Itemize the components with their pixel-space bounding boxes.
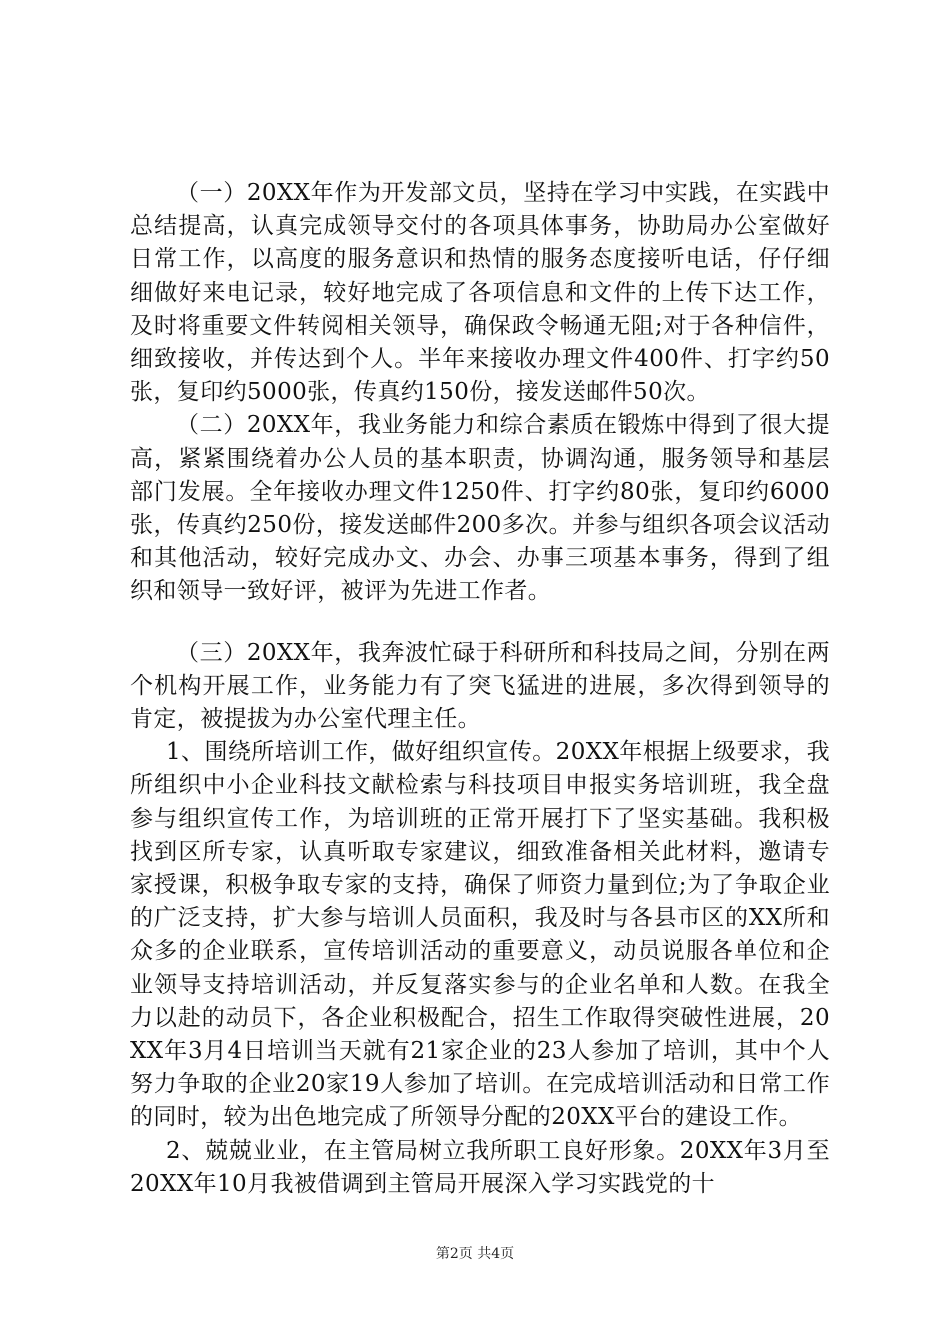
document-body (130, 177, 830, 1201)
paragraph-5: 2、兢兢业业，在主管局树立我所职工良好形象。20XX年3月至20XX年10月我被借调到主管局开展深入学习实践党的十 (130, 1137, 830, 1197)
paragraph-3: （三）20XX年，我奔波忙碌于科研所和科技局之间，分别在两个机构开展工作，业务能力有了突飞猛进的进展，多次得到领导的肯定，被提拔为办公室代理主任。 (130, 639, 830, 733)
page-footer: 第2页 共4页 (435, 1246, 515, 1262)
paragraph-4: 1、围绕所培训工作，做好组织宣传。20XX年根据上级要求，我所组织中小企业科技文献检索与科技项目申报实务培训班，我全盘参与组织宣传工作，为培训班的正常开展打下了坚实基础。我积极找到区所专家，认真听取专家建议，细致准备相关此材料，邀请专家授课，积极争取专家的支持，确保了师资力量到位;为了争取企业的广泛支持，扩大参与培训人员面积，我及时与各县市区的XX所和众多的企业联系，宣传培训活动的重要意义，动员说服各单位和企业领导支持培训活动，并反复落实参与的企业名单和人数。在我全力以赴的动员下，各企业积极配合，招生工作取得突破性进展，20XX年3月4日培训当天就有21家企业的23人参加了培训，其中个人努力争取的企业20家19人参加了培训。在完成培训活动和日常工作的同时，较为出色地完成了所领导分配的20XX平台的建设工作。 (130, 739, 830, 1131)
paragraph-1: （一）20XX年作为开发部文员，坚持在学习中实践，在实践中总结提高，认真完成领导交付的各项具体事务，协助局办公室做好日常工作，以高度的服务意识和热情的服务态度接听电话，仔仔细细做好来电记录，较好地完成了各项信息和文件的上传下达工作，及时将重要文件转阅相关领导，确保政令畅通无阻;对于各种信件，细致接收，并传达到个人。半年来接收办理文件400件、打字约50张，复印约5000张，传真约150份，接发送邮件50次。 (130, 180, 830, 406)
paragraph-2: （二）20XX年，我业务能力和综合素质在锻炼中得到了很大提高，紧紧围绕着办公人员的基本职责，协调沟通，服务领导和基层部门发展。全年接收办理文件1250件、打字约80张，复印约6000张，传真约250份，接发送邮件200多次。并参与组织各项会议活动和其他活动，较好完成办文、办会、办事三项基本事务，得到了组织和领导一致好评，被评为先进工作者。 (130, 412, 830, 605)
